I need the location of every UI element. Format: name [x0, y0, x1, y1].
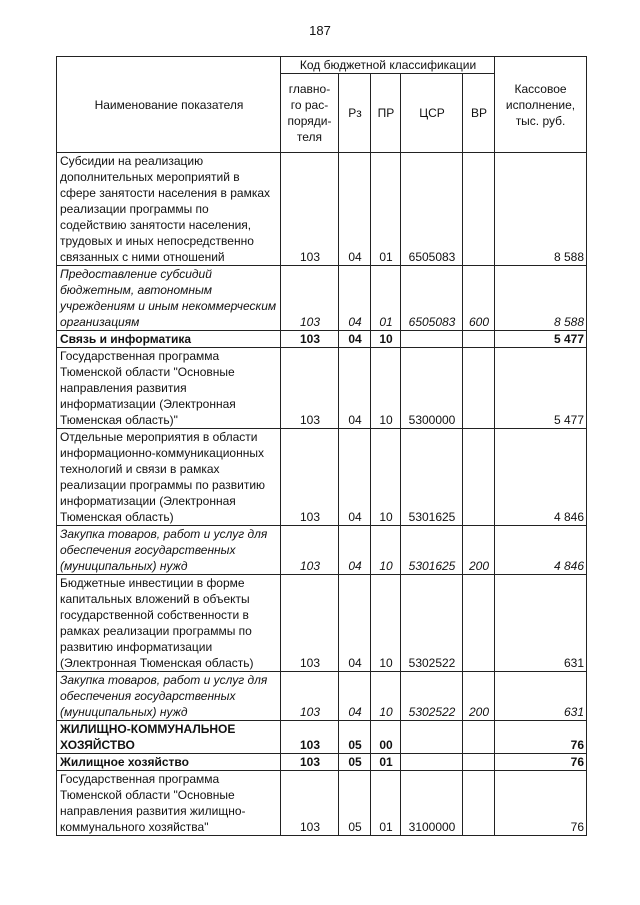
cell-vr: [463, 348, 495, 429]
cell-rz: 05: [339, 721, 371, 754]
cell-name: Бюджетные инвестиции в форме капитальных вложений в объекты государственной собственности в рамках реализации программы по развитию информатизации (Электронная Тюменская область): [57, 575, 281, 672]
cell-csr: 5301625: [401, 429, 463, 526]
cell-rz: 04: [339, 266, 371, 331]
cell-amount: 5 477: [495, 331, 587, 348]
cell-amount: 5 477: [495, 348, 587, 429]
cell-rz: 04: [339, 153, 371, 266]
cell-csr: [401, 331, 463, 348]
cell-admin: 103: [281, 526, 339, 575]
cell-pr: 01: [371, 153, 401, 266]
budget-table: [56, 56, 587, 836]
cell-pr: 10: [371, 348, 401, 429]
cell-admin: 103: [281, 721, 339, 754]
cell-name: Предоставление субсидий бюджетным, автономным учреждениям и иным некоммерческим организациям: [57, 266, 281, 331]
cell-admin: 103: [281, 153, 339, 266]
cell-rz: 04: [339, 429, 371, 526]
table-row: [57, 348, 587, 429]
cell-rz: 04: [339, 526, 371, 575]
cell-csr: 5300000: [401, 348, 463, 429]
cell-pr: 10: [371, 575, 401, 672]
cell-admin: 103: [281, 429, 339, 526]
cell-csr: 6505083: [401, 266, 463, 331]
cell-admin: 103: [281, 348, 339, 429]
cell-vr: [463, 754, 495, 771]
cell-amount: 76: [495, 754, 587, 771]
cell-amount: 76: [495, 721, 587, 754]
header-row-group: [57, 57, 587, 74]
table-body: [57, 153, 587, 836]
cell-amount: 76: [495, 771, 587, 836]
table-row: [57, 771, 587, 836]
cell-pr: 01: [371, 771, 401, 836]
cell-pr: 10: [371, 672, 401, 721]
header-classification-group: Код бюджетной классификации: [281, 57, 495, 74]
cell-pr: 10: [371, 429, 401, 526]
cell-name: Связь и информатика: [57, 331, 281, 348]
cell-csr: 5302522: [401, 672, 463, 721]
header-rz: Рз: [339, 74, 371, 153]
header-admin: главно-го рас-поряди-теля: [281, 74, 339, 153]
cell-rz: 05: [339, 754, 371, 771]
table-row: [57, 331, 587, 348]
table-row: [57, 672, 587, 721]
cell-amount: 8 588: [495, 266, 587, 331]
cell-name: ЖИЛИЩНО-КОММУНАЛЬНОЕ ХОЗЯЙСТВО: [57, 721, 281, 754]
table-row: [57, 153, 587, 266]
cell-pr: 01: [371, 754, 401, 771]
table-row: [57, 575, 587, 672]
cell-admin: 103: [281, 771, 339, 836]
cell-vr: 600: [463, 266, 495, 331]
cell-admin: 103: [281, 575, 339, 672]
cell-name: Государственная программа Тюменской области "Основные направления развития информатизации (Электронная Тюменская область)": [57, 348, 281, 429]
cell-rz: 04: [339, 672, 371, 721]
cell-rz: 04: [339, 575, 371, 672]
table-row: [57, 721, 587, 754]
header-name: Наименование показателя: [57, 57, 281, 153]
cell-csr: 5302522: [401, 575, 463, 672]
cell-amount: 631: [495, 575, 587, 672]
cell-name: Государственная программа Тюменской области "Основные направления развития жилищно-коммунального хозяйства": [57, 771, 281, 836]
cell-pr: 01: [371, 266, 401, 331]
cell-vr: [463, 429, 495, 526]
cell-vr: [463, 575, 495, 672]
header-csr: ЦСР: [401, 74, 463, 153]
cell-csr: 3100000: [401, 771, 463, 836]
cell-name: Закупка товаров, работ и услуг для обеспечения государственных (муниципальных) нужд: [57, 672, 281, 721]
header-amount: Кассовое исполнение, тыс. руб.: [495, 57, 587, 153]
cell-csr: [401, 721, 463, 754]
cell-name: Жилищное хозяйство: [57, 754, 281, 771]
table-row: [57, 754, 587, 771]
table-row: [57, 526, 587, 575]
cell-amount: 631: [495, 672, 587, 721]
cell-csr: [401, 754, 463, 771]
cell-pr: 10: [371, 331, 401, 348]
cell-admin: 103: [281, 266, 339, 331]
page-number: 187: [309, 23, 331, 38]
cell-amount: 8 588: [495, 153, 587, 266]
header-vr: ВР: [463, 74, 495, 153]
cell-vr: 200: [463, 672, 495, 721]
cell-csr: 6505083: [401, 153, 463, 266]
table-row: [57, 429, 587, 526]
cell-rz: 05: [339, 771, 371, 836]
cell-name: Отдельные мероприятия в области информационно-коммуникационных технологий и связи в рамках реализации программы по развитию информатизации (Электронная Тюменская область): [57, 429, 281, 526]
cell-vr: 200: [463, 526, 495, 575]
cell-pr: 10: [371, 526, 401, 575]
cell-name: Закупка товаров, работ и услуг для обеспечения государственных (муниципальных) нужд: [57, 526, 281, 575]
header-pr: ПР: [371, 74, 401, 153]
cell-name: Субсидии на реализацию дополнительных мероприятий в сфере занятости населения в рамках реализации программы по содействию занятости населения, трудовых и иных непосредственно связанных с ними отношений: [57, 153, 281, 266]
cell-rz: 04: [339, 348, 371, 429]
cell-vr: [463, 153, 495, 266]
cell-vr: [463, 771, 495, 836]
table-row: [57, 266, 587, 331]
cell-admin: 103: [281, 672, 339, 721]
cell-amount: 4 846: [495, 429, 587, 526]
cell-pr: 00: [371, 721, 401, 754]
cell-csr: 5301625: [401, 526, 463, 575]
cell-admin: 103: [281, 331, 339, 348]
cell-admin: 103: [281, 754, 339, 771]
cell-vr: [463, 721, 495, 754]
cell-rz: 04: [339, 331, 371, 348]
cell-amount: 4 846: [495, 526, 587, 575]
cell-vr: [463, 331, 495, 348]
